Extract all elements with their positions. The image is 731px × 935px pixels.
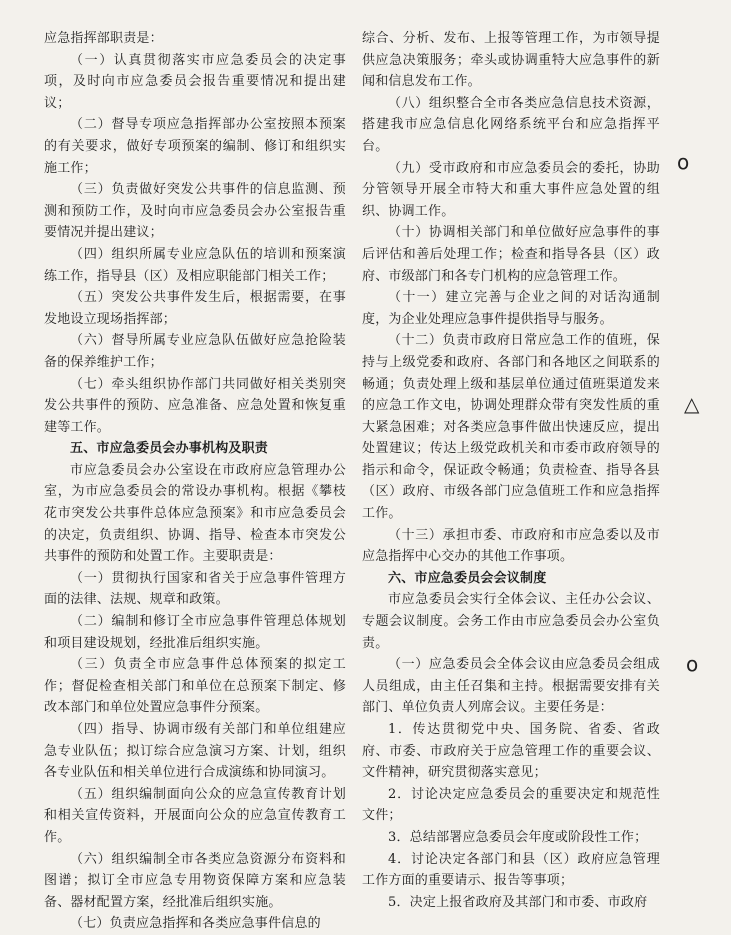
paragraph: 1．传达贯彻党中央、国务院、省委、省政府、市委、市政府关于应急管理工作的重要会议、文件精神，研究贯彻落实意见； bbox=[362, 722, 660, 781]
paragraph: （三）负责做好突发公共事件的信息监测、预测和预防工作，及时向市应急委员会办公室报告重要情况并提出建议； bbox=[44, 182, 346, 241]
paragraph: 市应急委员会实行全体会议、主任办公会议、专题会议制度。会务工作由市应急委员会办公室负责。 bbox=[362, 592, 660, 651]
paragraph: （四）指导、协调市级有关部门和单位组建应急专业队伍；拟订综合应急演习方案、计划，组织各专业队伍和相关单位进行合成演练和协同演习。 bbox=[44, 722, 346, 781]
paragraph: 3．总结部署应急委员会年度或阶段性工作； bbox=[388, 829, 648, 845]
paragraph: （六）督导所属专业应急队伍做好应急抢险装备的保养维护工作； bbox=[44, 333, 346, 370]
paragraph: （二）督导专项应急指挥部办公室按照本预案的有关要求，做好专项预案的编制、修订和组织实施工作； bbox=[44, 117, 346, 176]
paragraph: 4．讨论决定各部门和县（区）政府应急管理工作方面的重要请示、报告等事项； bbox=[362, 851, 660, 889]
paragraph: （一）贯彻执行国家和省关于应急事件管理方面的法律、法规、规章和政策。 bbox=[44, 570, 346, 608]
paragraph: （十一）建立完善与企业之间的对话沟通制度，为企业处理应急事件提供指导与服务。 bbox=[362, 290, 660, 327]
margin-punch-mark: ο bbox=[677, 150, 690, 174]
paragraph: （五）组织编制面向公众的应急宣传教育计划和相关宣传资料，开展面向公众的应急宣传教育工作。 bbox=[44, 786, 346, 845]
margin-punch-mark: △ bbox=[684, 392, 700, 416]
section-heading: 六、市应急委员会会议制度 bbox=[388, 570, 547, 586]
paragraph: （一）认真贯彻落实市应急委员会的决定事项，及时向市应急委员会报告重要情况和提出建议； bbox=[44, 52, 346, 111]
right-text-column bbox=[362, 28, 660, 913]
paragraph: （九）受市政府和市应急委员会的委托，协助分管领导开展全市特大和重大事件应急处置的组织、协调工作。 bbox=[362, 160, 660, 219]
paragraph: （六）组织编制全市各类应急资源分布资料和图谱；拟订全市应急专用物资保障方案和应急装备、器材配置方案，经批准后组织实施。 bbox=[44, 851, 346, 910]
paragraph: 综合、分析、发布、上报等管理工作，为市领导提供应急决策服务；牵头或协调重特大应急事件的新闻和信息发布工作。 bbox=[362, 31, 660, 90]
paragraph: （五）突发公共事件发生后，根据需要，在事发地设立现场指挥部； bbox=[44, 290, 346, 327]
paragraph: （四）组织所属专业应急队伍的培训和预案演练工作，指导县（区）及相应职能部门相关工作； bbox=[44, 246, 346, 284]
paragraph: （十二）负责市政府日常应急工作的值班，保持与上级党委和政府、各部门和各地区之间联系的畅通；负责处理上级和基层单位通过值班渠道发来的应急工作文电，协调处理群众带有突发性质的重大紧急困难；对各类应急事件做出快速反应，提出处置建议；传达上级党政机关和市委市政府领导的指示和命令，保证政令畅通；负责检查、指导各县（区）政府、市级各部门应急值班工作和应急指挥工作。 bbox=[362, 333, 660, 522]
paragraph: 5．决定上报省政府及其部门和市委、市政府 bbox=[388, 894, 648, 910]
paragraph: 市应急委员会办公室设在市政府应急管理办公室，为市应急委员会的常设办事机构。根据《攀枝花市突发公共事件总体应急预案》和市应急委员会的决定，负责组织、协调、指导、检查本市突发公共事件的预防和处置工作。主要职责是： bbox=[44, 462, 346, 565]
paragraph: （十三）承担市委、市政府和市应急委以及市应急指挥中心交办的其他工作事项。 bbox=[362, 527, 660, 565]
paragraph: （十）协调相关部门和单位做好应急事件的事后评估和善后处理工作；检查和指导各县（区）政府、市级部门和各专门机构的应急管理工作。 bbox=[362, 225, 660, 284]
paragraph: （七）负责应急指挥和各类应急事件信息的 bbox=[70, 916, 321, 932]
paragraph: 应急指挥部职责是： bbox=[44, 31, 163, 46]
paragraph: 2．讨论决定应急委员会的重要决定和规范性文件； bbox=[362, 786, 660, 824]
paragraph: （三）负责全市应急事件总体预案的拟定工作；督促检查相关部门和单位在总预案下制定、修改本部门和单位处置应急事件分预案。 bbox=[44, 657, 346, 716]
section-heading: 五、市应急委员会办事机构及职责 bbox=[70, 441, 269, 457]
margin-punch-mark: ο bbox=[686, 652, 699, 676]
paragraph: （七）牵头组织协作部门共同做好相关类别突发公共事件的预防、应急准备、应急处置和恢复重建等工作。 bbox=[44, 376, 346, 435]
paragraph: （一）应急委员会全体会议由应急委员会组成人员组成，由主任召集和主持。根据需要安排有关部门、单位负责人列席会议。主要任务是： bbox=[362, 657, 660, 716]
left-text-column bbox=[44, 28, 346, 935]
paragraph: （八）组织整合全市各类应急信息技术资源，搭建我市应急信息化网络系统平台和应急指挥平台。 bbox=[362, 95, 660, 154]
paragraph: （二）编制和修订全市应急事件管理总体规划和项目建设规划，经批准后组织实施。 bbox=[44, 614, 346, 651]
